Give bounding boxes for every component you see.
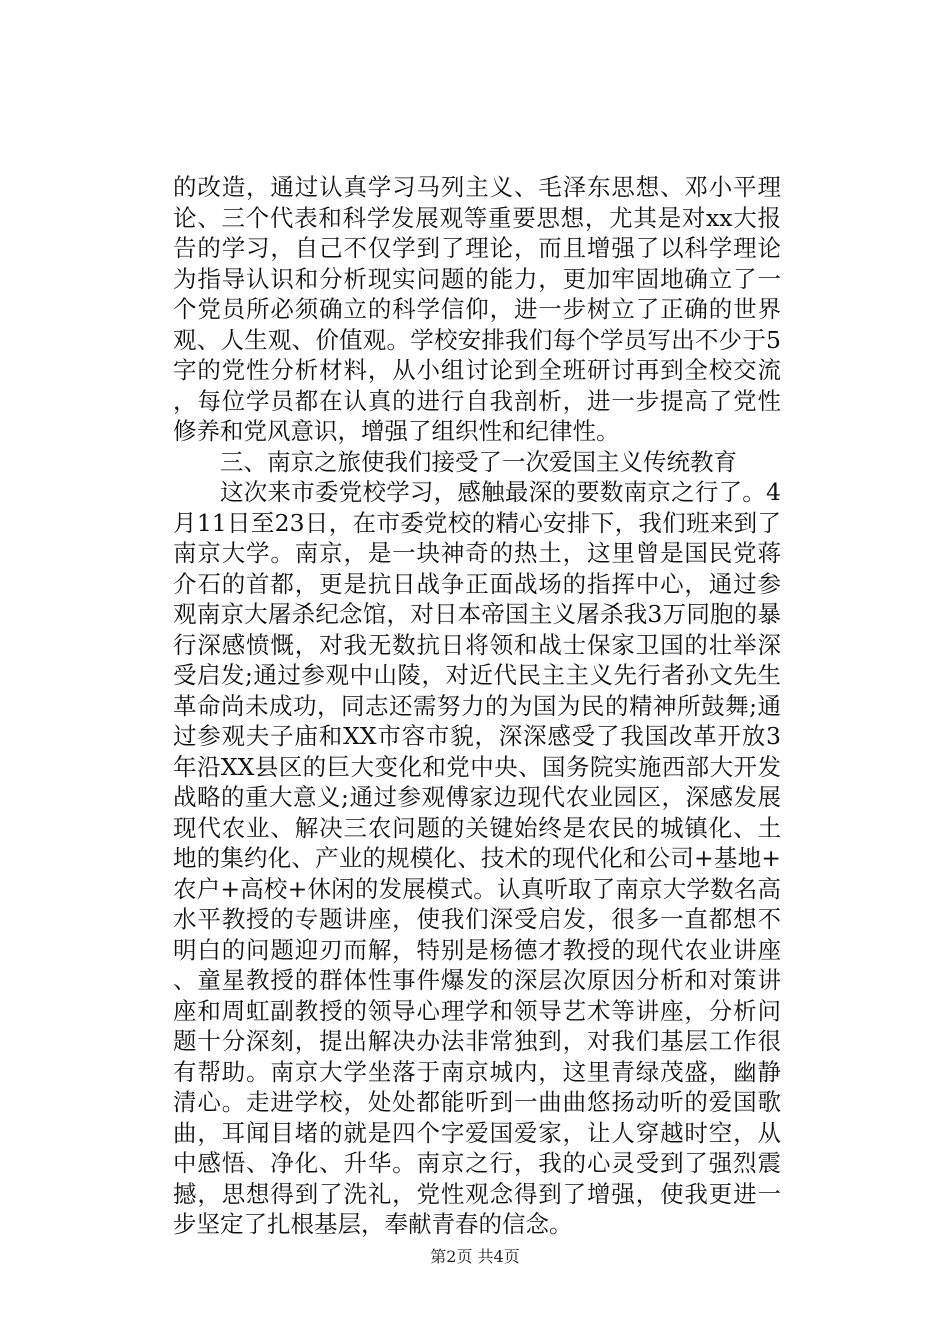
section-heading: 三、南京之旅使我们接受了一次爱国主义传统教育 [220,447,737,476]
document-body [173,172,781,1240]
paragraph-nanjing-trip: 这次来市委党校学习，感触最深的要数南京之行了。4月11日至23日，在市委党校的精心安排下，我们班来到了南京大学。南京，是一块神奇的热土，这里曾是国民党蒋介石的首都，更是抗日战争正面战场的指挥中心，通过参观南京大屠杀纪念馆，对日本帝国主义屠杀我3万同胞的暴行深感愤慨，对我无数抗日将领和战士保家卫国的壮举深受启发;通过参观中山陵，对近代民主主义先行者孙文先生革命尚未成功，同志还需努力的为国为民的精神所鼓舞;通过参观夫子庙和XX市容市貌，深深感受了我国改革开放3年沿XX县区的巨大变化和党中央、国务院实施西部大开发战略的重大意义;通过参观傅家边现代农业园区，深感发展现代农业、解决三农问题的关键始终是农民的城镇化、土地的集约化、产业的规模化、技术的现代化和公司+基地+农户+高校+休闲的发展模式。认真听取了南京大学数名高水平教授的专题讲座，使我们深受启发，很多一直都想不明白的问题迎刃而解，特别是杨德才教授的现代农业讲座、童星教授的群体性事件爆发的深层次原因分析和对策讲座和周虹副教授的领导心理学和领导艺术等讲座，分析问题十分深刻，提出解决办法非常独到，对我们基层工作很有帮助。南京大学坐落于南京城内，这里青绿茂盛，幽静清心。走进学校，处处都能听到一曲曲悠扬动听的爱国歌曲，耳闻目堵的就是四个字爱国爱家，让人穿越时空，从中感悟、净化、升华。南京之行，我的心灵受到了强烈震撼，思想得到了洗礼，党性观念得到了增强，使我更进一步坚定了扎根基层，奉献青春的信念。 [173,478,781,1238]
paragraph-continuation: 的改造，通过认真学习马列主义、毛泽东思想、邓小平理论、三个代表和科学发展观等重要思想，尤其是对xx大报告的学习，自己不仅学到了理论，而且增强了以科学理论为指导认识和分析现实问题的能力，更加牢固地确立了一个党员所必须确立的科学信仰，进一步树立了正确的世界观、人生观、价值观。学校安排我们每个学员写出不少于5字的党性分析材料，从小组讨论到全班研讨再到全校交流，每位学员都在认真的进行自我剖析，进一步提高了党性修养和党风意识，增强了组织性和纪律性。 [173,173,781,445]
page-number-footer: 第2页 共4页 [430,1247,520,1266]
